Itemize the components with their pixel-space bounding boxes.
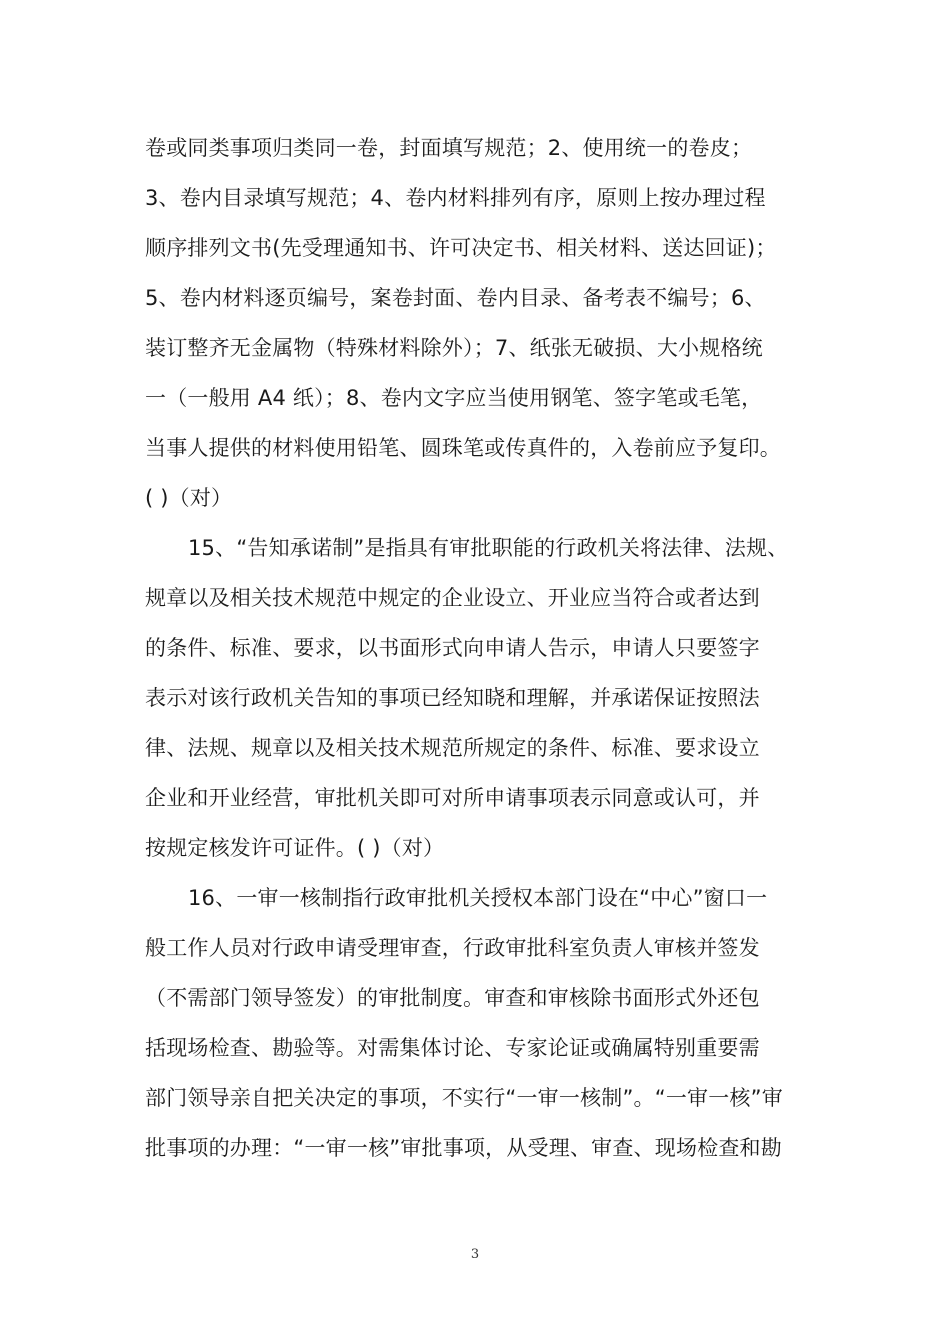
text-line: 表示对该行政机关告知的事项已经知晓和理解，并承诺保证按照法	[145, 686, 760, 710]
text-line: 按规定核发许可证件。( )（对）	[145, 836, 445, 860]
text-line: 规章以及相关技术规范中规定的企业设立、开业应当符合或者达到	[145, 586, 760, 610]
answer-line: ( )（对）	[145, 486, 233, 510]
text-line: 部门领导亲自把关决定的事项，不实行“一审一核制”。“一审一核”审	[145, 1086, 783, 1110]
text-line: 般工作人员对行政申请受理审查，行政审批科室负责人审核并签发	[145, 936, 760, 960]
text-line: 当事人提供的材料使用铅笔、圆珠笔或传真件的，入卷前应予复印。	[145, 436, 781, 460]
page-number: 3	[470, 1247, 480, 1262]
text-line: 3、卷内目录填写规范；4、卷内材料排列有序，原则上按办理过程	[145, 186, 766, 210]
text-line: 企业和开业经营，审批机关即可对所申请事项表示同意或认可，并	[145, 786, 760, 810]
text-line: 卷或同类事项归类同一卷，封面填写规范；2、使用统一的卷皮；	[145, 136, 753, 160]
text-line: 批事项的办理：“一审一核”审批事项，从受理、审查、现场检查和勘	[145, 1136, 782, 1160]
text-line: （不需部门领导签发）的审批制度。审查和审核除书面形式外还包	[145, 986, 760, 1010]
question-16-first-line: 16、一审一核制指行政审批机关授权本部门设在“中心”窗口一	[188, 886, 768, 910]
text-line: 5、卷内材料逐页编号，案卷封面、卷内目录、备考表不编号；6、	[145, 286, 766, 310]
question-15-first-line: 15、“告知承诺制”是指具有审批职能的行政机关将法律、法规、	[188, 536, 789, 560]
text-line: 括现场检查、勘验等。对需集体讨论、专家论证或确属特别重要需	[145, 1036, 760, 1060]
text-line: 律、法规、规章以及相关技术规范所规定的条件、标准、要求设立	[145, 736, 760, 760]
text-line: 一（一般用 A4 纸）；8、卷内文字应当使用钢笔、签字笔或毛笔，	[145, 386, 763, 410]
text-line: 的条件、标准、要求，以书面形式向申请人告示，申请人只要签字	[145, 636, 760, 660]
text-line: 顺序排列文书(先受理通知书、许可决定书、相关材料、送达回证)；	[145, 236, 777, 260]
text-line: 装订整齐无金属物（特殊材料除外）；7、纸张无破损、大小规格统	[145, 336, 763, 360]
